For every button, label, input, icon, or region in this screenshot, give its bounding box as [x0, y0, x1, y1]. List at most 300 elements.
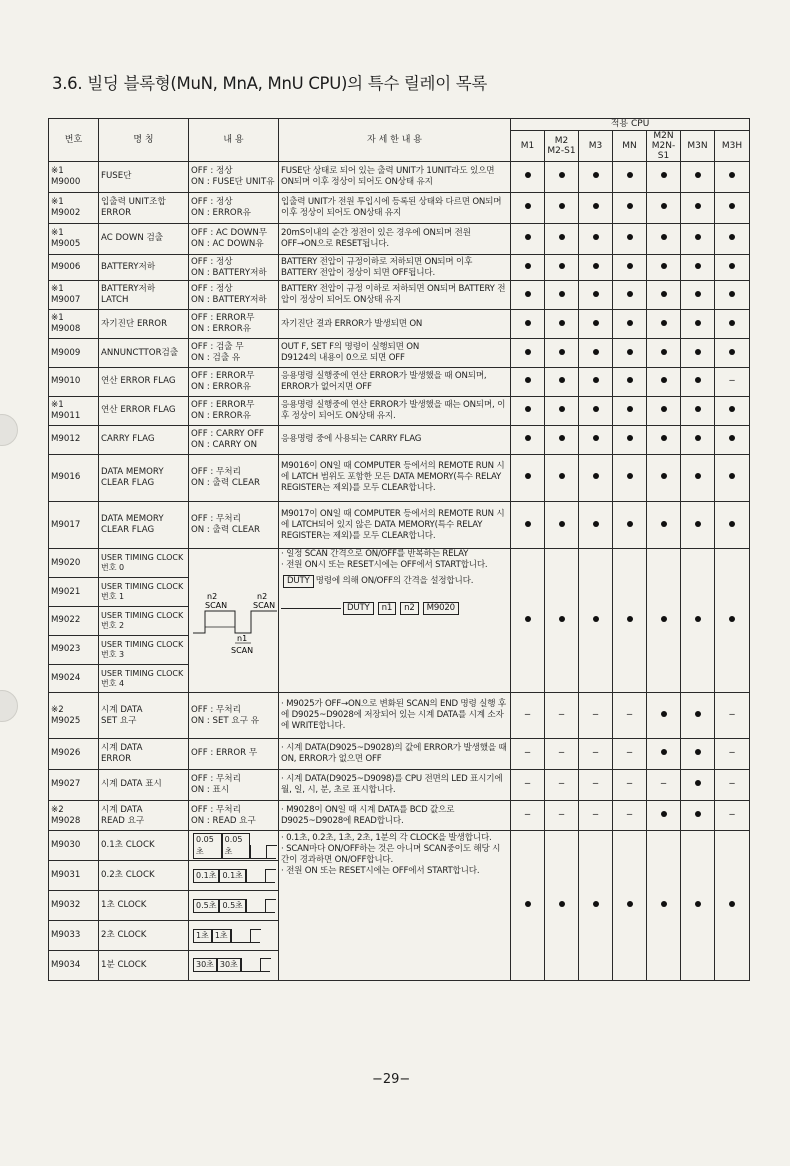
header-cpu-1: M2 M2-S1	[545, 131, 579, 162]
cpu-mark	[579, 281, 613, 310]
table-row	[49, 367, 750, 396]
relay-detail: 20mS이내의 순간 정전이 있은 경우에 ON되며 전원 OFF→ON으로 RESET됩니다.	[279, 223, 511, 254]
timing-detail	[279, 549, 511, 693]
table-row	[49, 281, 750, 310]
applicable-dot-icon	[559, 473, 565, 479]
not-applicable-dash: −	[523, 779, 532, 790]
table-row	[49, 223, 750, 254]
applicable-dot-icon	[695, 291, 701, 297]
cpu-mark	[511, 339, 545, 368]
page-number: −29−	[372, 1072, 411, 1087]
relay-number: M9021	[49, 578, 99, 607]
table-row	[49, 693, 750, 738]
applicable-dot-icon	[661, 320, 667, 326]
cpu-mark	[647, 310, 681, 339]
cpu-mark	[511, 800, 545, 831]
cpu-mark	[613, 223, 647, 254]
applicable-dot-icon	[729, 901, 735, 907]
header-number: 번호	[49, 119, 99, 162]
applicable-dot-icon	[559, 616, 565, 622]
cpu-mark	[613, 162, 647, 193]
applicable-dot-icon	[695, 349, 701, 355]
cpu-mark	[681, 254, 715, 281]
cpu-mark	[613, 769, 647, 800]
applicable-dot-icon	[729, 291, 735, 297]
relay-detail: OUT F, SET F의 명령이 실행되면 ON D9124의 내용이 0으로 되면 OFF	[279, 339, 511, 368]
relay-name: 1초 CLOCK	[99, 891, 189, 921]
cpu-mark	[715, 396, 750, 425]
scan-label-b: SCAN	[253, 600, 276, 610]
table-row	[49, 501, 750, 548]
not-applicable-dash: −	[523, 710, 532, 721]
applicable-dot-icon	[695, 234, 701, 240]
on-time: 0.05초	[222, 833, 251, 859]
cpu-mark	[647, 693, 681, 738]
relay-name: USER TIMING CLOCK 번호 0	[99, 549, 189, 578]
cpu-mark	[681, 549, 715, 693]
relay-name: AC DOWN 검출	[99, 223, 189, 254]
cpu-mark	[647, 281, 681, 310]
relay-detail: BATTERY 전압이 규정이하로 저하되면 ON되며 이후 BATTERY 전압이 정상이 되면 OFF됩니다.	[279, 254, 511, 281]
cpu-mark	[647, 367, 681, 396]
cpu-mark	[715, 454, 750, 501]
cpu-mark	[511, 396, 545, 425]
cpu-mark	[647, 223, 681, 254]
ladder-n2: n2	[400, 602, 419, 615]
cpu-mark	[613, 454, 647, 501]
cpu-mark	[511, 223, 545, 254]
cpu-mark	[579, 367, 613, 396]
relay-content: OFF : ERROR무 ON : ERROR유	[189, 310, 279, 339]
cpu-mark	[579, 501, 613, 548]
relay-number: ※1 M9002	[49, 192, 99, 223]
applicable-dot-icon	[627, 203, 633, 209]
applicable-dot-icon	[593, 616, 599, 622]
relay-name: 1분 CLOCK	[99, 950, 189, 980]
applicable-dot-icon	[729, 616, 735, 622]
applicable-dot-icon	[661, 263, 667, 269]
relay-content: OFF : AC DOWN무 ON : AC DOWN유	[189, 223, 279, 254]
relay-number: ※1 M9008	[49, 310, 99, 339]
page-title: 3.6. 빌딩 블록형(MuN, MnA, MnU CPU)의 특수 릴레이 목록	[52, 74, 488, 93]
cpu-mark	[647, 192, 681, 223]
n2-label-b: n2	[257, 591, 268, 601]
table-row	[49, 162, 750, 193]
timing-waveform	[191, 581, 279, 661]
cpu-mark	[511, 769, 545, 800]
applicable-dot-icon	[593, 172, 599, 178]
header-cpu-6: M3H	[715, 131, 750, 162]
cpu-mark	[545, 769, 579, 800]
applicable-dot-icon	[593, 291, 599, 297]
ladder-duty: DUTY	[343, 602, 374, 615]
cpu-mark	[579, 454, 613, 501]
relay-name: 시계 DATA SET 요구	[99, 693, 189, 738]
applicable-dot-icon	[525, 291, 531, 297]
applicable-dot-icon	[729, 203, 735, 209]
not-applicable-dash: −	[625, 748, 634, 759]
timing-detail-2: · 전원 ON시 또는 RESET시에는 OFF에서 START합니다.	[281, 560, 488, 571]
applicable-dot-icon	[593, 263, 599, 269]
relay-content: OFF : 정상 ON : BATTERY저하	[189, 281, 279, 310]
applicable-dot-icon	[661, 711, 667, 717]
relay-content: OFF : ERROR무 ON : ERROR유	[189, 367, 279, 396]
applicable-dot-icon	[695, 172, 701, 178]
table-row	[49, 831, 750, 861]
cpu-mark	[715, 192, 750, 223]
relay-name: 0.2초 CLOCK	[99, 861, 189, 891]
relay-detail: 응용명령 실행중에 연산 ERROR가 발생했을 때는 ON되며, 이후 정상이 되어도 ON상태 유지.	[279, 396, 511, 425]
duty-command-box: DUTY	[283, 575, 314, 588]
applicable-dot-icon	[525, 406, 531, 412]
relay-number: M9032	[49, 891, 99, 921]
relay-name: FUSE단	[99, 162, 189, 193]
applicable-dot-icon	[627, 435, 633, 441]
applicable-dot-icon	[661, 203, 667, 209]
cpu-mark	[715, 425, 750, 454]
applicable-dot-icon	[695, 203, 701, 209]
cpu-mark	[579, 310, 613, 339]
applicable-dot-icon	[661, 172, 667, 178]
binder-hole-top	[0, 414, 18, 446]
relay-content: OFF : ERROR 무	[189, 738, 279, 769]
relay-detail: · 시계 DATA(D9025~D9028)의 값에 ERROR가 발생했을 때 ON, ERROR가 없으면 OFF	[279, 738, 511, 769]
cpu-mark	[681, 425, 715, 454]
header-cpu: 적용 CPU	[511, 119, 750, 131]
header-cpu-5: M3N	[681, 131, 715, 162]
applicable-dot-icon	[729, 473, 735, 479]
cpu-mark	[715, 339, 750, 368]
relay-number: ※1 M9011	[49, 396, 99, 425]
applicable-dot-icon	[593, 521, 599, 527]
table-row	[49, 549, 750, 578]
relay-name: ANNUNCTTOR검출	[99, 339, 189, 368]
on-time: 0.5초	[219, 899, 245, 913]
applicable-dot-icon	[593, 901, 599, 907]
cpu-mark	[715, 310, 750, 339]
cpu-mark	[545, 281, 579, 310]
cpu-mark	[579, 162, 613, 193]
applicable-dot-icon	[695, 901, 701, 907]
relay-name: 입출력 UNIT조합 ERROR	[99, 192, 189, 223]
applicable-dot-icon	[525, 616, 531, 622]
cpu-mark	[545, 425, 579, 454]
relay-detail: M9016이 ON일 때 COMPUTER 등에서의 REMOTE RUN 시에 LATCH 범위도 포함한 모든 DATA MEMORY(특수 RELAY REGISTER는 제외)를 모두 CLEAR합니다.	[279, 454, 511, 501]
relay-detail: 입출력 UNIT가 전원 투입시에 등록된 상태와 다르면 ON되며 이후 정상이 되어도 ON상태 유지	[279, 192, 511, 223]
not-applicable-dash: −	[659, 779, 668, 790]
cpu-mark	[681, 192, 715, 223]
relay-number: ※2 M9025	[49, 693, 99, 738]
applicable-dot-icon	[593, 435, 599, 441]
scan-label-a: SCAN	[205, 600, 228, 610]
applicable-dot-icon	[729, 521, 735, 527]
pulse-icon	[241, 958, 270, 972]
relay-name: 2초 CLOCK	[99, 921, 189, 951]
pulse-icon	[250, 845, 276, 859]
timing-detail-3: 명령에 의해 ON/OFF의 간격을 설정합니다.	[315, 576, 474, 587]
n2-label-a: n2	[207, 591, 218, 601]
relay-name: 연산 ERROR FLAG	[99, 367, 189, 396]
applicable-dot-icon	[559, 349, 565, 355]
not-applicable-dash: −	[728, 376, 736, 387]
relay-name: USER TIMING CLOCK 번호 1	[99, 578, 189, 607]
relay-number: M9016	[49, 454, 99, 501]
cpu-mark	[511, 425, 545, 454]
cpu-mark	[647, 254, 681, 281]
cpu-mark	[511, 549, 545, 693]
relay-number: M9031	[49, 861, 99, 891]
timing-diagram	[189, 549, 279, 693]
cpu-mark	[681, 396, 715, 425]
applicable-dot-icon	[627, 172, 633, 178]
cpu-mark	[613, 310, 647, 339]
relay-number: ※1 M9007	[49, 281, 99, 310]
cpu-mark	[613, 738, 647, 769]
applicable-dot-icon	[695, 435, 701, 441]
relay-name: 연산 ERROR FLAG	[99, 396, 189, 425]
applicable-dot-icon	[729, 172, 735, 178]
cpu-mark	[681, 339, 715, 368]
applicable-dot-icon	[559, 203, 565, 209]
applicable-dot-icon	[627, 473, 633, 479]
relay-number: M9034	[49, 950, 99, 980]
cpu-mark	[681, 454, 715, 501]
cpu-mark	[715, 769, 750, 800]
cpu-mark	[511, 254, 545, 281]
cpu-mark	[511, 310, 545, 339]
cpu-mark	[613, 339, 647, 368]
on-time: 0.1초	[219, 869, 245, 883]
applicable-dot-icon	[695, 616, 701, 622]
relay-name: DATA MEMORY CLEAR FLAG	[99, 501, 189, 548]
applicable-dot-icon	[661, 521, 667, 527]
applicable-dot-icon	[661, 435, 667, 441]
applicable-dot-icon	[729, 406, 735, 412]
applicable-dot-icon	[593, 203, 599, 209]
relay-name: BATTERY저하	[99, 254, 189, 281]
cpu-mark	[579, 396, 613, 425]
clock-waveform	[189, 861, 279, 891]
cpu-mark	[511, 281, 545, 310]
not-applicable-dash: −	[625, 710, 634, 721]
cpu-mark	[545, 831, 579, 981]
header-content: 내 용	[189, 119, 279, 162]
table-row	[49, 310, 750, 339]
cpu-mark	[511, 501, 545, 548]
applicable-dot-icon	[627, 901, 633, 907]
applicable-dot-icon	[627, 291, 633, 297]
table-row	[49, 339, 750, 368]
relay-name: BATTERY저하 LATCH	[99, 281, 189, 310]
cpu-mark	[647, 501, 681, 548]
cpu-mark	[647, 738, 681, 769]
cpu-mark	[545, 367, 579, 396]
n1-label: n1	[237, 633, 248, 643]
applicable-dot-icon	[661, 473, 667, 479]
cpu-mark	[579, 693, 613, 738]
cpu-mark	[579, 425, 613, 454]
table-row	[49, 800, 750, 831]
cpu-mark	[715, 800, 750, 831]
clock-waveform	[189, 950, 279, 980]
cpu-mark	[715, 549, 750, 693]
cpu-mark	[681, 738, 715, 769]
applicable-dot-icon	[729, 263, 735, 269]
applicable-dot-icon	[559, 377, 565, 383]
applicable-dot-icon	[695, 711, 701, 717]
relay-name: 0.1초 CLOCK	[99, 831, 189, 861]
cpu-mark	[511, 162, 545, 193]
applicable-dot-icon	[627, 234, 633, 240]
relay-content: OFF : 정상 ON : BATTERY저하	[189, 254, 279, 281]
cpu-mark	[545, 693, 579, 738]
off-time: 0.1초	[193, 869, 219, 883]
applicable-dot-icon	[661, 811, 667, 817]
applicable-dot-icon	[525, 435, 531, 441]
relay-name: 시계 DATA 표시	[99, 769, 189, 800]
clock-waveform	[189, 891, 279, 921]
relay-content: OFF : 무처리 ON : 출력 CLEAR	[189, 454, 279, 501]
pulse-icon	[231, 929, 260, 943]
applicable-dot-icon	[559, 406, 565, 412]
on-time: 1초	[212, 929, 231, 943]
clock-waveform	[189, 831, 279, 861]
relay-number: M9022	[49, 606, 99, 635]
relay-detail: BATTERY 전압이 규정 이하로 저하되면 ON되며 BATTERY 전압이 정상이 되어도 ON상태 유지	[279, 281, 511, 310]
applicable-dot-icon	[593, 473, 599, 479]
relay-detail: · M9028이 ON일 때 시계 DATA를 BCD 값으로 D9025~D9028에 READ합니다.	[279, 800, 511, 831]
relay-content: OFF : 정상 ON : FUSE단 UNIT유	[189, 162, 279, 193]
relay-name: 시계 DATA ERROR	[99, 738, 189, 769]
applicable-dot-icon	[525, 320, 531, 326]
relay-detail: 자기진단 결과 ERROR가 발생되면 ON	[279, 310, 511, 339]
special-relay-table	[48, 118, 750, 981]
cpu-mark	[715, 501, 750, 548]
off-time: 0.5초	[193, 899, 219, 913]
applicable-dot-icon	[661, 234, 667, 240]
header-cpu-4: M2N M2N-S1	[647, 131, 681, 162]
applicable-dot-icon	[525, 172, 531, 178]
cpu-mark	[545, 396, 579, 425]
header-cpu-0: M1	[511, 131, 545, 162]
pulse-icon	[246, 899, 275, 913]
cpu-mark	[681, 223, 715, 254]
not-applicable-dash: −	[625, 810, 634, 821]
relay-number: ※1 M9005	[49, 223, 99, 254]
cpu-mark	[579, 223, 613, 254]
cpu-mark	[715, 693, 750, 738]
cpu-mark	[545, 310, 579, 339]
applicable-dot-icon	[559, 263, 565, 269]
applicable-dot-icon	[695, 406, 701, 412]
cpu-mark	[579, 738, 613, 769]
not-applicable-dash: −	[523, 810, 532, 821]
cpu-mark	[545, 339, 579, 368]
cpu-mark	[613, 549, 647, 693]
scan-label-c: SCAN	[231, 645, 254, 655]
clock-detail: · 0.1초, 0.2초, 1초, 2초, 1분의 각 CLOCK을 발생합니다. · SCAN마다 ON/OFF하는 것은 아니며 SCAN중이도 해당 시간이 경과하면 ON/OFF합니다. · 전원 ON 또는 RESET시에는 OFF에서 START합니다.	[279, 831, 511, 981]
applicable-dot-icon	[525, 263, 531, 269]
not-applicable-dash: −	[591, 748, 600, 759]
relay-number: M9017	[49, 501, 99, 548]
header-cpu-3: MN	[613, 131, 647, 162]
ladder-n1: n1	[378, 602, 397, 615]
cpu-mark	[579, 800, 613, 831]
cpu-mark	[511, 693, 545, 738]
cpu-mark	[579, 769, 613, 800]
not-applicable-dash: −	[591, 710, 600, 721]
cpu-mark	[613, 254, 647, 281]
not-applicable-dash: −	[591, 779, 600, 790]
applicable-dot-icon	[695, 749, 701, 755]
relay-number: M9026	[49, 738, 99, 769]
cpu-mark	[511, 738, 545, 769]
cpu-mark	[545, 254, 579, 281]
relay-number: M9006	[49, 254, 99, 281]
relay-content: OFF : 검출 무 ON : 검출 유	[189, 339, 279, 368]
cpu-mark	[545, 501, 579, 548]
relay-name: CARRY FLAG	[99, 425, 189, 454]
applicable-dot-icon	[593, 377, 599, 383]
pulse-icon	[246, 869, 275, 883]
cpu-mark	[545, 223, 579, 254]
applicable-dot-icon	[525, 377, 531, 383]
not-applicable-dash: −	[728, 810, 736, 821]
cpu-mark	[613, 281, 647, 310]
applicable-dot-icon	[729, 320, 735, 326]
off-time: 0.05초	[193, 833, 222, 859]
relay-number: M9027	[49, 769, 99, 800]
not-applicable-dash: −	[728, 748, 736, 759]
relay-detail: · M9025가 OFF→ON으로 변화된 SCAN의 END 명령 실행 후에 D9025~D9028에 저장되어 있는 시계 DATA를 시계 소자에 WRITE합니다.	[279, 693, 511, 738]
cpu-mark	[511, 831, 545, 981]
cpu-mark	[613, 800, 647, 831]
relay-detail: 응용명령 실행중에 연산 ERROR가 발생했을 때 ON되며, ERROR가 없어지면 OFF	[279, 367, 511, 396]
relay-content: OFF : CARRY OFF ON : CARRY ON	[189, 425, 279, 454]
relay-number: M9023	[49, 635, 99, 664]
cpu-mark	[681, 831, 715, 981]
cpu-mark	[715, 254, 750, 281]
cpu-mark	[715, 162, 750, 193]
not-applicable-dash: −	[557, 748, 566, 759]
applicable-dot-icon	[525, 203, 531, 209]
applicable-dot-icon	[559, 435, 565, 441]
relay-number: M9010	[49, 367, 99, 396]
applicable-dot-icon	[695, 320, 701, 326]
applicable-dot-icon	[729, 435, 735, 441]
cpu-mark	[613, 396, 647, 425]
table-row	[49, 192, 750, 223]
ladder-relay: M9020	[423, 602, 459, 615]
applicable-dot-icon	[661, 901, 667, 907]
applicable-dot-icon	[661, 291, 667, 297]
relay-content: OFF : 무처리 ON : READ 요구	[189, 800, 279, 831]
binder-hole-bottom	[0, 690, 18, 722]
cpu-mark	[681, 162, 715, 193]
cpu-mark	[681, 501, 715, 548]
applicable-dot-icon	[525, 349, 531, 355]
applicable-dot-icon	[729, 349, 735, 355]
header-detail: 자 세 한 내 용	[279, 119, 511, 162]
applicable-dot-icon	[559, 901, 565, 907]
relay-content: OFF : 정상 ON : ERROR유	[189, 192, 279, 223]
cpu-mark	[681, 800, 715, 831]
table-row	[49, 738, 750, 769]
off-time: 1초	[193, 929, 212, 943]
cpu-mark	[545, 162, 579, 193]
cpu-mark	[545, 800, 579, 831]
clock-waveform	[189, 921, 279, 951]
